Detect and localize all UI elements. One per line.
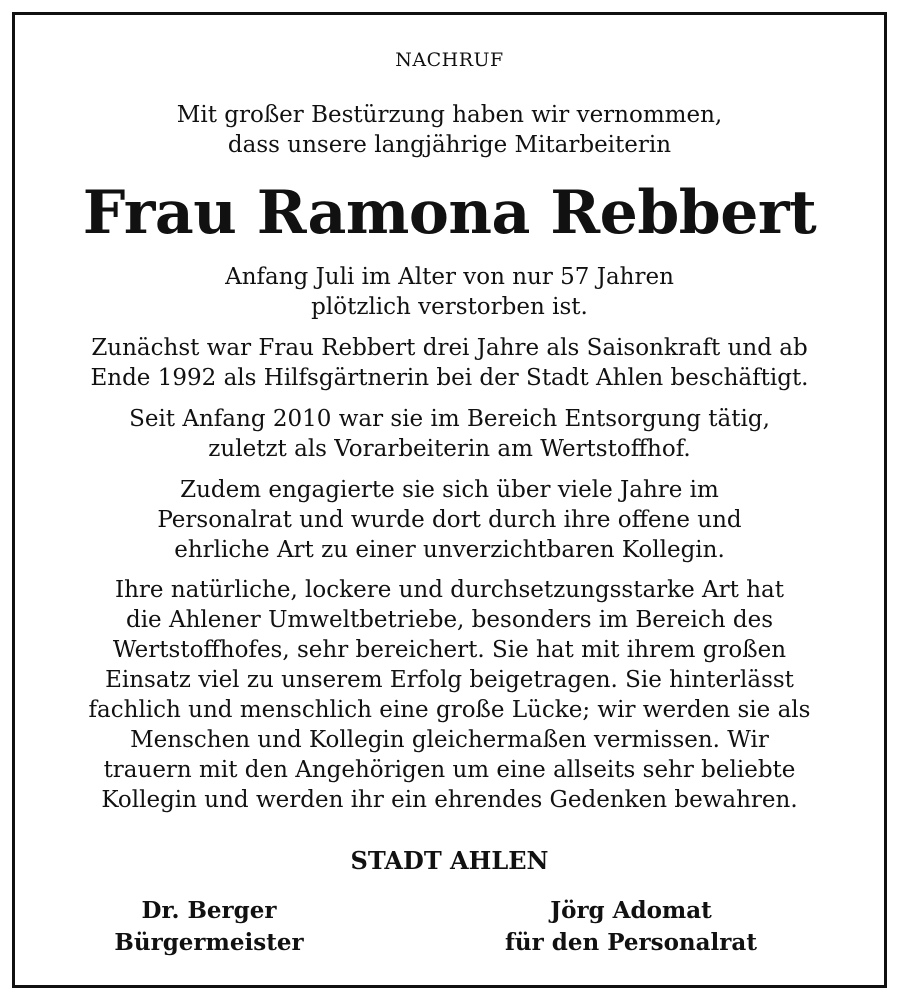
paragraph-line: zuletzt als Vorarbeiterin am Wertstoffhof. [208,436,691,462]
signatory-name: Dr. Berger [141,897,277,924]
paragraph-line: plötzlich verstorben ist. [311,294,588,320]
paragraph-line: Kollegin und werden ihr ein ehrendes Gedenken bewahren. [101,787,798,813]
deceased-name: Frau Ramona Rebbert [82,178,817,248]
signatory-role: Bürgermeister [114,929,304,956]
paragraph-line: Einsatz viel zu unserem Erfolg beigetragen. Sie hinterlässt [105,667,794,693]
paragraph-line: ehrliche Art zu einer unverzichtbaren Kollegin. [174,537,725,563]
paragraph-line: Zudem engagierte sie sich über viele Jahre im [180,477,719,503]
paragraph-death-notice [15,262,884,322]
paragraph-line: Anfang Juli im Alter von nur 57 Jahren [225,264,674,290]
signatory-right [451,895,811,959]
intro-line: Mit großer Bestürzung haben wir vernommen, [176,102,723,128]
paragraph-career-later [15,404,884,464]
organization-name: STADT AHLEN [350,846,549,875]
signatory-left [29,895,389,959]
paragraph-line: Menschen und Kollegin gleichermaßen vermissen. Wir [130,727,769,753]
signatory-name: Jörg Adomat [550,897,712,924]
paragraph-tribute [15,575,884,815]
paragraph-line: trauern mit den Angehörigen um eine allseits sehr beliebte [103,757,796,783]
paragraph-line: fachlich und menschlich eine große Lücke; wir werden sie als [88,697,811,723]
signatory-role: für den Personalrat [505,929,757,956]
paragraph-line: die Ahlener Umweltbetriebe, besonders im Bereich des [125,607,774,633]
paragraph-line: Personalrat und wurde dort durch ihre offene und [157,507,742,533]
paragraph-line: Zunächst war Frau Rebbert drei Jahre als Saisonkraft und ab [91,335,808,361]
paragraph-line: Ende 1992 als Hilfsgärtnerin bei der Stadt Ahlen beschäftigt. [90,365,809,391]
intro-text [15,100,884,160]
obituary-heading: NACHRUF [395,49,504,71]
paragraph-line: Seit Anfang 2010 war sie im Bereich Entsorgung tätig, [129,406,770,432]
intro-line: dass unsere langjährige Mitarbeiterin [227,132,672,158]
obituary-frame [12,12,887,988]
paragraph-line: Wertstoffhofes, sehr bereichert. Sie hat mit ihrem großen [112,637,787,663]
paragraph-career-start [15,333,884,393]
paragraph-personalrat [15,475,884,565]
paragraph-line: Ihre natürliche, lockere und durchsetzungsstarke Art hat [115,577,784,603]
